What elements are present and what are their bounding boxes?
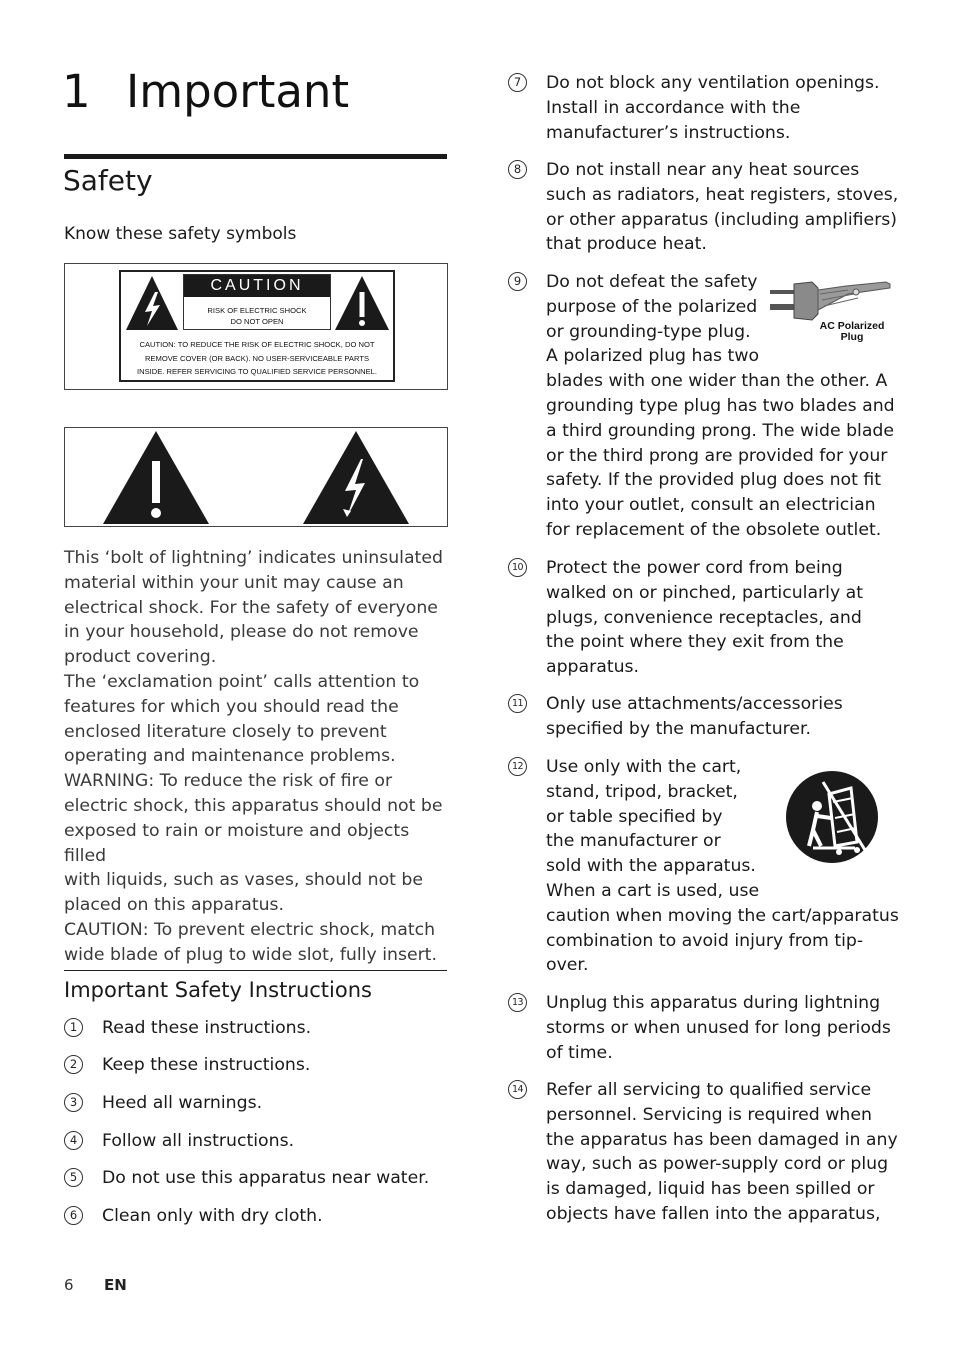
caution-bottom-text: [121, 338, 393, 379]
text-line: that produce heat.: [546, 234, 707, 255]
text-line: the apparatus has been damaged in any: [546, 1129, 898, 1150]
text-line: blades with one wider than the other. A: [546, 371, 888, 392]
text-line: When a cart is used, use: [546, 880, 760, 901]
text-line: is damaged, liquid has been spilled or: [546, 1179, 875, 1200]
chapter-number: 1: [62, 65, 91, 118]
item-number-badge: 10: [508, 558, 527, 577]
instruction-text: [102, 1166, 429, 1191]
item-number-badge: 13: [508, 993, 527, 1012]
text-line: Heed all warnings.: [102, 1093, 263, 1113]
text-line: Do not block any ventilation openings.: [546, 73, 880, 93]
text-line: purpose of the polarized: [546, 296, 758, 317]
text-line: WARNING: To reduce the risk of fire or: [64, 771, 393, 792]
item-number-badge: 4: [64, 1131, 83, 1150]
page-number: 6: [64, 1276, 74, 1294]
text-line: or grounding-type plug.: [546, 321, 751, 342]
text-line: manufacturer’s instructions.: [546, 122, 791, 143]
item-number-badge: 5: [64, 1168, 83, 1187]
text-line: safety. If the provided plug does not fit: [546, 470, 882, 491]
symbol-explanation: [64, 546, 448, 968]
text-line: Refer all servicing to qualified service: [546, 1080, 872, 1100]
text-line: stand, tripod, bracket,: [546, 781, 738, 802]
text-line: Keep these instructions.: [102, 1055, 311, 1075]
text-line: enclosed literature closely to prevent: [64, 721, 387, 742]
section-title: Safety: [63, 164, 153, 197]
instruction-text: [546, 991, 891, 1065]
text-line: into your outlet, consult an electrician: [546, 495, 876, 516]
text-line: The ‘exclamation point’ calls attention to: [64, 671, 420, 692]
instruction-text: [546, 692, 843, 742]
item-number-badge: 7: [508, 73, 527, 92]
text-line: such as radiators, heat registers, stoves,: [546, 184, 899, 205]
text-line: apparatus.: [546, 657, 640, 678]
text-line: Unplug this apparatus during lightning: [546, 993, 881, 1013]
text-line: A polarized plug has two: [546, 346, 760, 367]
text-line: operating and maintenance problems.: [64, 746, 396, 767]
caution-risk-line2: DO NOT OPEN: [230, 317, 284, 326]
text-line: or other apparatus (including amplifiers): [546, 209, 898, 230]
text-line: storms or when unused for long periods: [546, 1017, 891, 1038]
lightning-warning-icon: [124, 274, 180, 332]
text-line: features for which you should read the: [64, 696, 399, 717]
symbols-intro: Know these safety symbols: [64, 224, 297, 244]
caution-risk-line1: RISK OF ELECTRIC SHOCK: [207, 306, 307, 315]
instruction-text: [102, 1091, 262, 1116]
text-line: Read these instructions.: [102, 1018, 312, 1038]
polarized-plug-icon: [768, 276, 892, 324]
text-line: Clean only with dry cloth.: [102, 1206, 323, 1226]
text-line: for replacement of the obsolete outlet.: [546, 519, 882, 540]
subsection-rule: [64, 970, 447, 971]
cart-tip-over-warning-icon: [783, 768, 881, 866]
text-line: plugs, convenience receptacles, and: [546, 607, 862, 628]
text-line: personnel. Servicing is required when: [546, 1104, 872, 1125]
instruction-text: [102, 1204, 323, 1229]
instruction-text: [546, 1078, 898, 1227]
item-number-badge: 1: [64, 1018, 83, 1037]
plug-caption: [812, 321, 892, 343]
text-line: Protect the power cord from being: [546, 558, 843, 578]
text-line: Do not use this apparatus near water.: [102, 1168, 430, 1188]
plug-figure: [768, 276, 892, 348]
text-line: material within your unit may cause an: [64, 572, 404, 593]
instructions-title: Important Safety Instructions: [64, 978, 372, 1002]
text-line: Only use attachments/accessories: [546, 694, 843, 714]
instruction-text: [546, 158, 898, 257]
text-line: Follow all instructions.: [102, 1131, 295, 1151]
item-number-badge: 11: [508, 694, 527, 713]
item-number-badge: 12: [508, 757, 527, 776]
text-line: Use only with the cart,: [546, 757, 742, 777]
item-number-badge: 6: [64, 1206, 83, 1225]
text-line: walked on or pinched, particularly at: [546, 582, 864, 603]
text-line: Install in accordance with the: [546, 97, 801, 118]
text-line: in your household, please do not remove: [64, 622, 419, 643]
item-number-badge: 2: [64, 1055, 83, 1074]
text-line: the point where they exit from the: [546, 632, 844, 653]
text-line: the manufacturer or: [546, 831, 721, 852]
caution-panel: [183, 274, 331, 330]
caution-label-figure: [64, 263, 448, 390]
text-line: over.: [546, 955, 589, 976]
chapter-title: Important: [126, 65, 350, 118]
text-line: exposed to rain or moisture and objects filled: [64, 820, 410, 866]
caution-bottom-line3: INSIDE. REFER SERVICING TO QUALIFIED SERVICE PERSONNEL.: [137, 367, 377, 376]
text-line: objects have fallen into the apparatus,: [546, 1203, 881, 1224]
caution-bottom-line2: REMOVE COVER (OR BACK). NO USER-SERVICEABLE PARTS: [144, 353, 370, 363]
item-number-badge: 14: [508, 1080, 527, 1099]
instruction-text: [102, 1053, 310, 1078]
text-line: This ‘bolt of lightning’ indicates uninsulated: [64, 548, 443, 568]
text-line: placed on this apparatus.: [64, 895, 285, 916]
large-lightning-icon: [301, 429, 411, 525]
text-line: specified by the manufacturer.: [546, 718, 812, 739]
caution-bottom-line1: CAUTION: TO REDUCE THE RISK OF ELECTRIC SHOCK, DO NOT: [139, 340, 375, 349]
instruction-text: [546, 556, 863, 680]
caution-header: CAUTION: [184, 275, 330, 297]
text-line: or table specified by: [546, 806, 723, 827]
text-line: Do not defeat the safety: [546, 272, 758, 292]
exclamation-warning-icon: [333, 274, 391, 332]
text-line: electrical shock. For the safety of everyone: [64, 597, 438, 618]
text-line: of time.: [546, 1042, 613, 1063]
chapter-heading: [62, 62, 349, 122]
language-code: EN: [104, 1276, 127, 1294]
text-line: or the third prong are provided for your: [546, 445, 888, 466]
text-line: grounding type plug has two blades and: [546, 395, 895, 416]
text-line: way, such as power-supply cord or plug: [546, 1154, 889, 1175]
item-number-badge: 9: [508, 272, 527, 291]
text-line: caution when moving the cart/apparatus: [546, 905, 899, 926]
text-line: electric shock, this apparatus should not be: [64, 795, 443, 816]
text-line: a third grounding prong. The wide blade: [546, 420, 895, 441]
section-rule: [64, 154, 447, 159]
text-line: CAUTION: To prevent electric shock, match: [64, 919, 436, 940]
instruction-text: [546, 71, 880, 145]
item-number-badge: 8: [508, 160, 527, 179]
caution-label: [119, 270, 395, 382]
instruction-text: [102, 1129, 294, 1154]
text-line: sold with the apparatus.: [546, 856, 756, 877]
text-line: product covering.: [64, 647, 217, 668]
item-number-badge: 3: [64, 1093, 83, 1112]
plug-caption-line1: AC Polarized: [819, 320, 885, 332]
text-line: wide blade of plug to wide slot, fully insert.: [64, 944, 437, 965]
plug-caption-line2: Plug: [840, 331, 864, 343]
large-exclamation-icon: [101, 429, 211, 525]
instruction-text: [102, 1016, 311, 1041]
text-line: combination to avoid injury from tip-: [546, 930, 864, 951]
text-line: with liquids, such as vases, should not be: [64, 870, 424, 891]
warning-symbols-figure: [64, 427, 448, 527]
text-line: Do not install near any heat sources: [546, 160, 860, 180]
